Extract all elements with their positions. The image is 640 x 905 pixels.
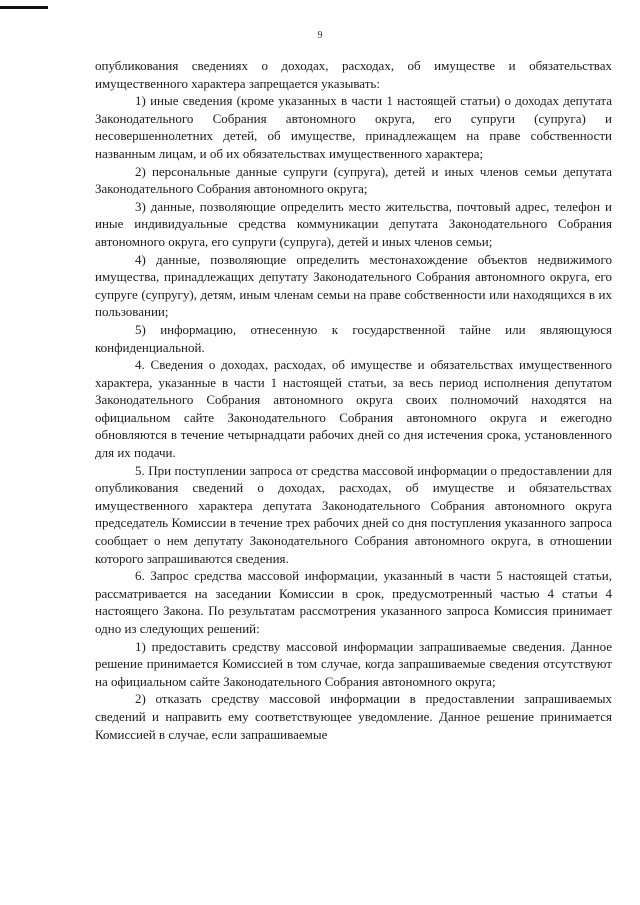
paragraph: 3) данные, позволяющие определить место жительства, почтовый адрес, телефон и иные индивидуальные средства коммуникации депутата Законодательного Собрания автономного округа, его супруги (супруга), детей и иных членов семьи; bbox=[95, 198, 612, 249]
paragraph: 1) предоставить средству массовой информации запрашиваемые сведения. Данное решение принимается Комиссией в том случае, когда запрашиваемые сведения отсутствуют на официальном сайте Законодательного Собрания автономного округа; bbox=[95, 638, 612, 689]
paragraph: опубликования сведениях о доходах, расходах, об имуществе и обязательствах имущественного характера запрещается указывать: bbox=[95, 58, 612, 91]
paragraph: 6. Запрос средства массовой информации, указанный в части 5 настоящей статьи, рассматривается на заседании Комиссии в срок, предусмотренный частью 4 статьи 4 настоящего Закона. По результатам рассмотрения указанного запроса Комиссия принимает одно из следующих решений: bbox=[95, 568, 612, 636]
paragraph: 5. При поступлении запроса от средства массовой информации о предоставлении для опубликования сведений о доходах, расходах, об имуществе и обязательствах имущественного характера депутата Законодательного Собрания автономного округа председатель Комиссии в течение трех рабочих дней со дня поступления указанного запроса сообщает о нем депутату Законодательного Собрания автономного округа, в отношении которого запрашиваются сведения. bbox=[95, 462, 612, 566]
paragraph: 2) отказать средству массовой информации в предоставлении запрашиваемых сведений и направить ему соответствующее уведомление. Данное решение принимается Комиссией в случае, если запрашиваемые bbox=[95, 691, 612, 742]
paragraph: 2) персональные данные супруги (супруга), детей и иных членов семьи депутата Законодательного Собрания автономного округа; bbox=[95, 163, 612, 197]
paragraph: 4. Сведения о доходах, расходах, об имуществе и обязательствах имущественного характера, указанные в части 1 настоящей статьи, за весь период исполнения депутатом Законодательного Собрания автономного округа своих полномочий находятся на официальном сайте Законодательного Собрания автономного округа и ежегодно обновляются в течение четырнадцати рабочих дней со дня истечения срока, установленного для их подачи. bbox=[95, 357, 612, 461]
scan-edge-mark bbox=[0, 6, 48, 9]
paragraph: 1) иные сведения (кроме указанных в части 1 настоящей статьи) о доходах депутата Законодательного Собрания автономного округа, его супруги (супруга) и несовершеннолетних детей, об имуществе, принадлежащем на праве собственности названным лицам, и об их обязательствах имущественного характера; bbox=[95, 93, 612, 161]
document-body bbox=[95, 57, 612, 743]
paragraph: 4) данные, позволяющие определить местонахождение объектов недвижимого имущества, принадлежащих депутату Законодательного Собрания автономного округа, его супруге (супругу), детям, иным членам семьи на праве собственности или находящихся в их пользовании; bbox=[95, 251, 612, 320]
paragraph: 5) информацию, отнесенную к государственной тайне или являющуюся конфиденциальной. bbox=[95, 321, 612, 355]
page-number: 9 bbox=[317, 30, 323, 41]
